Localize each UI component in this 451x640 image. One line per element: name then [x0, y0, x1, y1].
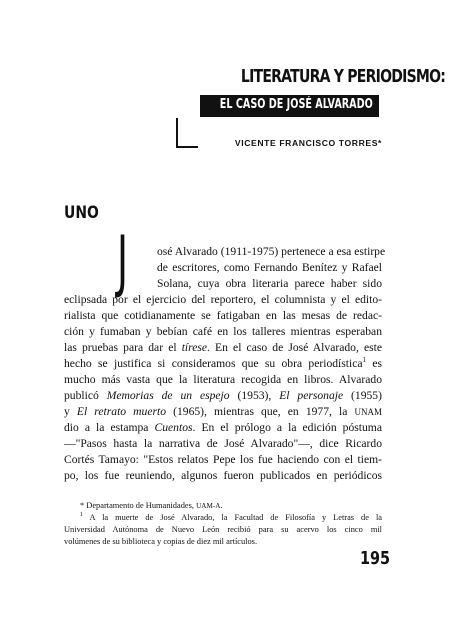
footnote-1-line: Universidad Autónoma de Nuevo León recibió para su acervo los cinco mil: [64, 525, 382, 534]
italic-term: tírese: [181, 341, 208, 354]
article-subtitle: EL CASO DE JOSÉ ALVARADO: [219, 97, 373, 112]
book-title: Memorias de un espejo: [106, 389, 230, 402]
book-title: El retrato muerto: [76, 405, 167, 418]
body-line: po, los fue reuniendo, algunos fueron publicados en periódicos: [64, 469, 382, 482]
body-line: hecho se justifica si consideramos que su obra periodística$^1$ es: [64, 356, 382, 370]
footnote-1-line: volúmenes de su biblioteca y copias de diez mil artículos.: [64, 537, 258, 546]
body-line: de escritores, como Fernando Benítez y Rafael: [157, 261, 382, 274]
body-line: y El retrato muerto (1965), mientras que, en 1977, la UNAM: [64, 405, 383, 418]
subtitle-bar: [200, 95, 379, 117]
footnote-mark: 1: [80, 512, 83, 519]
book-title: El personaje: [279, 389, 344, 402]
body-line: eclipsada por el ejercicio del reportero, el columnista y el edito-: [64, 293, 382, 306]
body-line: ción y fumaban y bebían café en los talleres mientras esperaban: [64, 325, 382, 338]
body-line: Solana, cuya obra literaria parece haber sido: [157, 277, 382, 290]
drop-cap: J: [117, 222, 129, 301]
author-byline: VICENTE FRANCISCO TORRES*: [234, 138, 382, 148]
body-line: publicó Memorias de un espejo (1953), El personaje (1955): [64, 389, 382, 402]
body-line: osé Alvarado (1911-1975) pertenece a esa estirpe: [157, 245, 386, 258]
body-line: rialista que cotidianamente se fatigaban en las mesas de redac-: [64, 309, 382, 322]
body-line: las pruebas para dar el tírese. En el caso de José Alvarado, este: [64, 341, 382, 354]
book-title: Cuentos: [154, 421, 193, 434]
footnote-affiliation: * Departamento de Humanidades, UAM-A.: [80, 501, 223, 510]
body-line: dio a la estampa Cuentos. En el prólogo a la edición póstuma: [64, 421, 382, 434]
corner-rule-vertical: [176, 118, 178, 148]
institution-abbr: UAM-A: [196, 502, 221, 510]
footnote-1: $^1$ A la muerte de José Alvarado, la Facultad de Filosofía y Letras de la: [80, 512, 382, 522]
corner-rule-horizontal: [176, 146, 198, 148]
body-line: —"Pasos hasta la narrativa de José Alvarado"—, dice Ricardo: [64, 437, 382, 450]
article-title: LITERATURA Y PERIODISMO:: [240, 66, 446, 87]
body-line: Cortés Tamayo: "Estos relatos Pepe los fue haciendo con el tiem-: [64, 453, 382, 466]
footnote-ref: 1: [362, 356, 367, 365]
body-line: mucho más vasta que la literatura recogida en libros. Alvarado: [64, 373, 382, 386]
institution-abbr: UNAM: [354, 407, 383, 417]
page-number: 195: [360, 548, 391, 569]
section-heading: UNO: [64, 203, 99, 223]
